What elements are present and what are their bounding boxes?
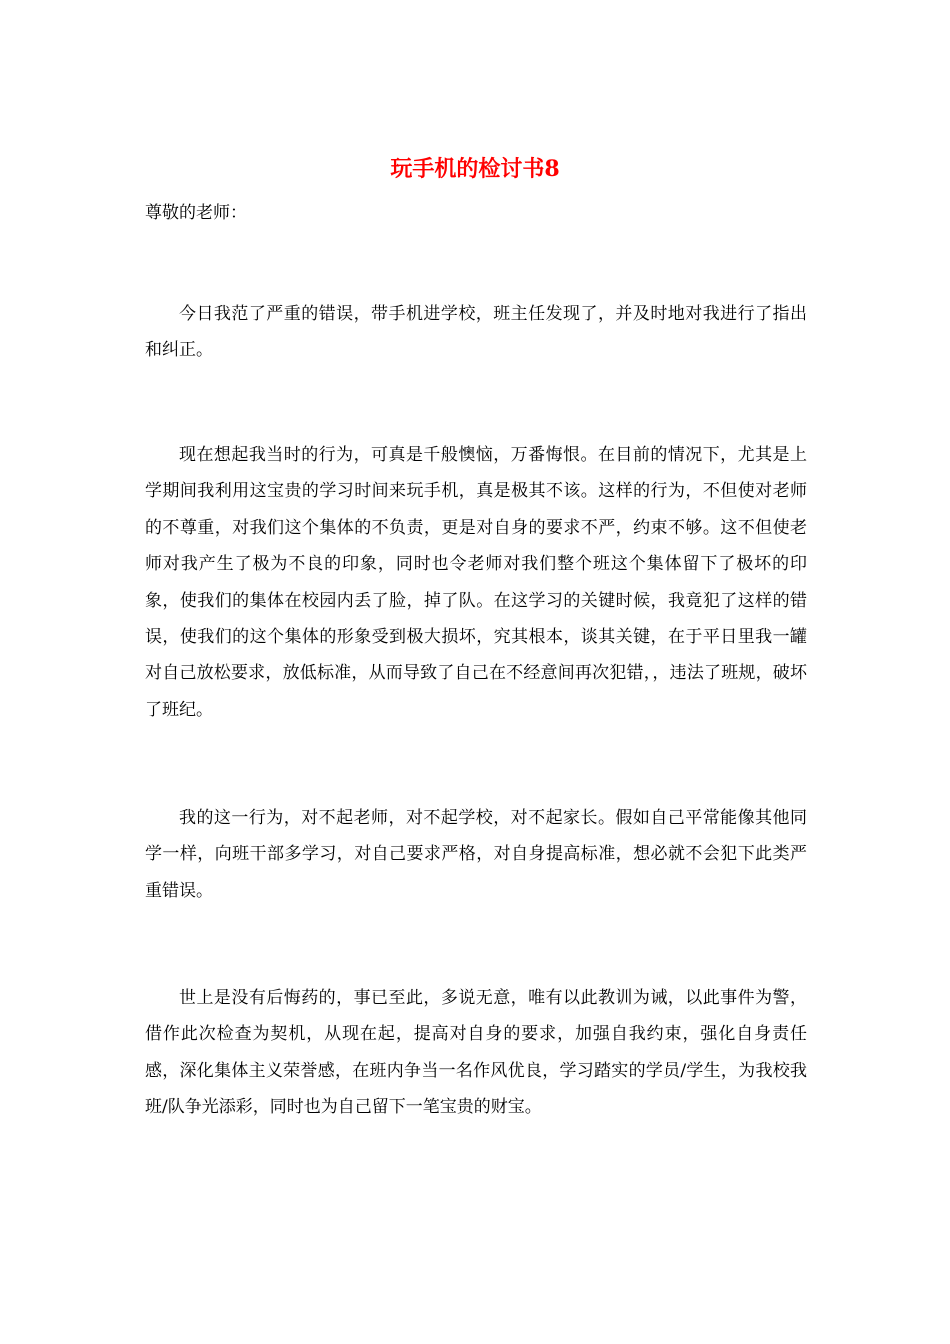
document-title: 玩手机的检讨书8 — [390, 156, 560, 182]
paragraph-3: 我的这一行为，对不起老师，对不起学校，对不起家长。假如自己平常能像其他同学一样，向班干部多学习，对自己要求严格，对自身提高标准，想必就不会犯下此类严重错误。 — [145, 808, 807, 901]
salutation: 尊敬的老师： — [145, 203, 247, 223]
paragraph-2: 现在想起我当时的行为，可真是千般懊恼，万番悔恨。在目前的情况下，尤其是上学期间我利用这宝贵的学习时间来玩手机，真是极其不该。这样的行为，不但使对老师的不尊重，对我们这个集体的不负责，更是对自身的要求不严，约束不够。这不但使老师对我产生了极为不良的印象，同时也令老师对我们整个班这个集体留下了极坏的印象，使我们的集体在校园内丢了脸，掉了队。在这学习的关键时候，我竟犯了这样的错误，使我们的这个集体的形象受到极大损坏，究其根本，谈其关键，在于平日里我一罐对自己放松要求，放低标准，从而导致了自己在不经意间再次犯错，，违法了班规，破坏了班纪。 — [145, 445, 807, 720]
paragraph-4: 世上是没有后悔药的，事已至此，多说无意，唯有以此教训为诫，以此事件为警，借作此次检查为契机，从现在起，提高对自身的要求，加强自我约束，强化自身责任感，深化集体主义荣誉感，在班内争当一名作风优良，学习踏实的学员/学生，为我校我班/队争光添彩，同时也为自己留下一笔宝贵的财宝。 — [145, 988, 807, 1118]
paragraph-1: 今日我范了严重的错误，带手机进学校，班主任发现了，并及时地对我进行了指出和纠正。 — [145, 304, 807, 361]
